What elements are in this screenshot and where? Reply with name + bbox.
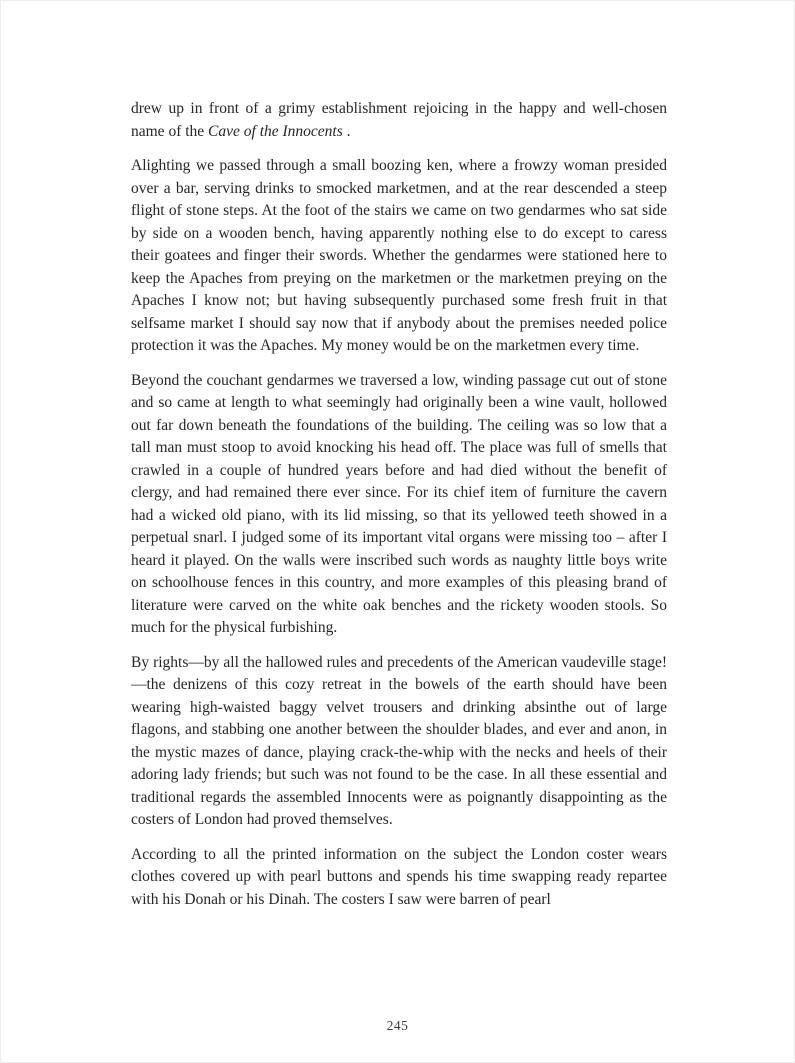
text-block: [131, 98, 667, 911]
paragraph-1-lead: drew up in front of a grimy establishment rejoicing in the happy and well-chosen name of the: [131, 100, 667, 140]
paragraph-2: Alighting we passed through a small boozing ken, where a frowzy woman presided over a bar, serving drinks to smocked marketmen, and at the rear descended a steep flight of stone steps. At the foot of the stairs we came on two gendarmes who sat side by side on a wooden bench, having apparently nothing else to do except to caress their goatees and finger their swords. Whether the gendarmes were stationed here to keep the Apaches from preying on the marketmen or the marketmen preying on the Apaches I know not; but having subsequently purchased some fresh fruit in that selfsame market I should say now that if anybody about the premises needed police protection it was the Apaches. My money would be on the marketmen every time.: [131, 157, 667, 354]
paragraph-3: Beyond the couchant gendarmes we traversed a low, winding passage cut out of stone and so came at length to what seemingly had originally been a wine vault, hollowed out far down beneath the foundations of the building. The ceiling was so low that a tall man must stoop to avoid knocking his head off. The place was full of smells that crawled in a couple of hundred years before and had died without the benefit of clergy, and had remained there ever since. For its chief item of furniture the cavern had a wicked old piano, with its lid missing, so that its yellowed teeth showed in a perpetual snarl. I judged some of its important vital organs were missing too – after I heard it played. On the walls were inscribed such words as naughty little boys write on schoolhouse fences in this country, and more examples of this pleasing brand of literature were carved on the white oak benches and the rickety wooden stools. So much for the physical furbishing.: [131, 371, 667, 636]
paragraph-1: [131, 98, 667, 143]
book-title-italic: Cave of the Innocents: [208, 122, 343, 140]
page-number: 245: [386, 1018, 409, 1033]
paragraph-5: According to all the printed information on the subject the London coster wears clothes covered up with pearl buttons and spends his time swapping ready repartee with his Donah or his Dinah. The costers I saw were barren of pearl: [131, 845, 667, 908]
paragraph-1-tail: .: [342, 122, 351, 140]
paragraph-4: By rights—by all the hallowed rules and precedents of the American vaudeville stage!—the denizens of this cozy retreat in the bowels of the earth should have been wearing high-waisted baggy velvet trousers and drinking absinthe out of large flagons, and stabbing one another between the shoulder blades, and ever and anon, in the mystic mazes of dance, playing crack-the-whip with the necks and heels of their adoring lady friends; but such was not found to be the case. In all these essential and traditional regards the assembled Innocents were as poignantly disappointing as the costers of London had proved themselves.: [131, 653, 667, 828]
